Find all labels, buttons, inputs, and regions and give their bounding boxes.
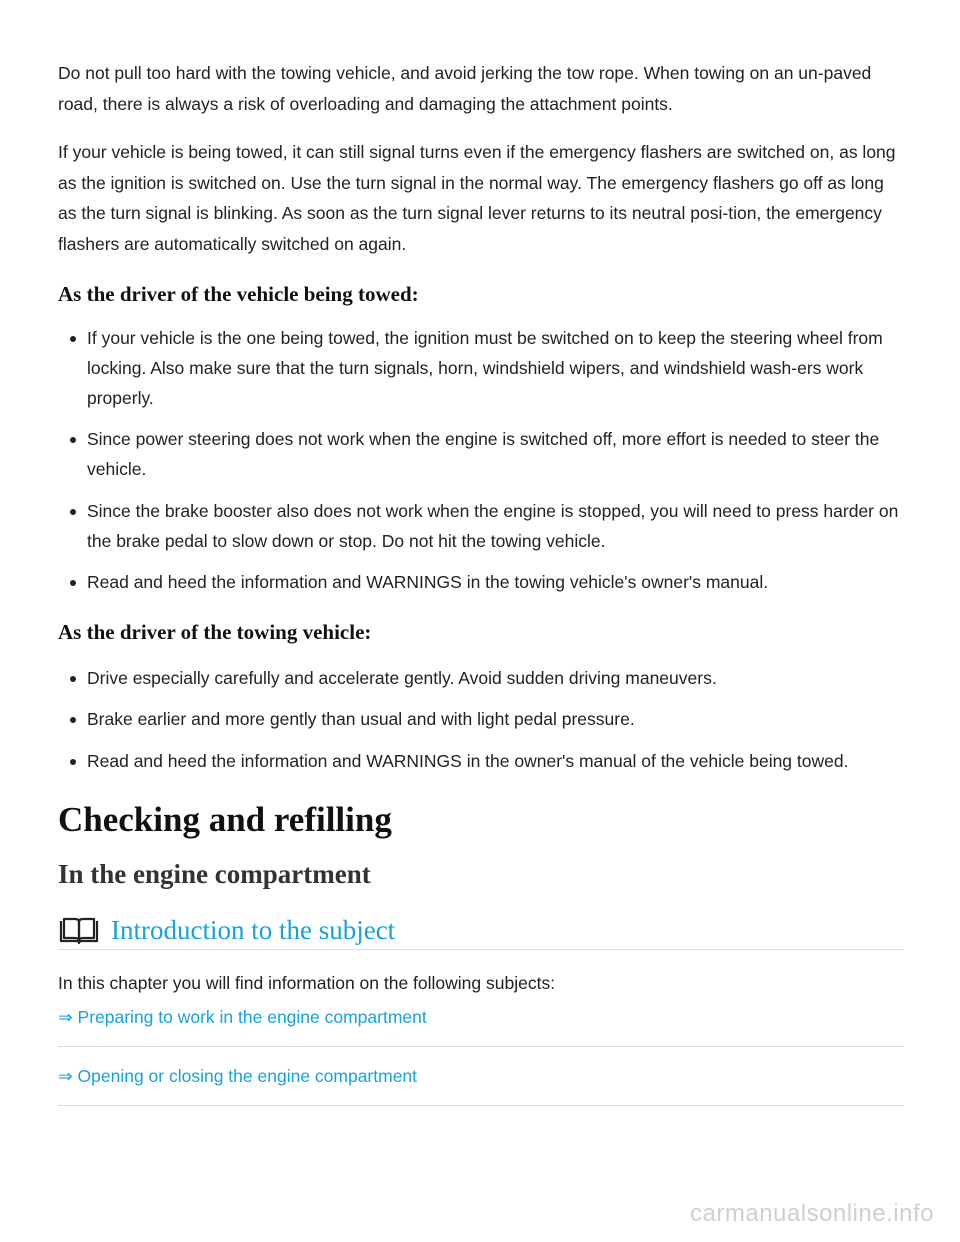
link-preparing-engine-compartment[interactable]: ⇒ Preparing to work in the engine compartment	[58, 1005, 904, 1047]
section-title: In the engine compartment	[58, 859, 371, 889]
list-item: Since power steering does not work when the engine is switched off, more effort is needed to steer the vehicle.	[58, 424, 904, 484]
watermark-logo: carmanualsonline.info	[690, 1200, 934, 1227]
paragraph-turn-signals: If your vehicle is being towed, it can still signal turns even if the emergency flashers are switched on, as long as the ignition is switched on. Use the turn signal in the normal way. The emergency flashers go off as long as the turn signal is blinking. As soon as the turn signal lever returns to its neutral posi-tion, the emergency flashers are automatically switched on again.	[58, 142, 896, 254]
list-item: Read and heed the information and WARNINGS in the owner's manual of the vehicle being towed.	[58, 746, 904, 776]
list-towing-vehicle	[58, 663, 904, 776]
subheading-vehicle-towed: As the driver of the vehicle being towed:	[58, 282, 419, 306]
book-icon	[58, 915, 100, 945]
link-opening-closing-engine-compartment[interactable]: ⇒ Opening or closing the engine compartment	[58, 1064, 904, 1106]
chapter-title: Checking and refilling	[58, 800, 392, 839]
list-item: Since the brake booster also does not work when the engine is stopped, you will need to press harder on the brake pedal to slow down or stop. Do not hit the towing vehicle.	[58, 496, 904, 556]
subheading-towing-vehicle: As the driver of the towing vehicle:	[58, 620, 372, 644]
document-page	[58, 58, 904, 1106]
list-item: If your vehicle is the one being towed, the ignition must be switched on to keep the steering wheel from locking. Also make sure that the turn signals, horn, windshield wipers, and windshield wash-ers work properly.	[58, 323, 904, 413]
list-item: Drive especially carefully and accelerate gently. Avoid sudden driving maneuvers.	[58, 663, 904, 693]
list-item: Brake earlier and more gently than usual and with light pedal pressure.	[58, 704, 904, 734]
list-vehicle-towed	[58, 323, 904, 597]
intro-lead: In this chapter you will find information on the following subjects:	[58, 973, 556, 993]
paragraph-tow-rope: Do not pull too hard with the towing vehicle, and avoid jerking the tow rope. When towing on an un-paved road, there is always a risk of overloading and damaging the attachment points.	[58, 63, 872, 114]
list-item: Read and heed the information and WARNINGS in the towing vehicle's owner's manual.	[58, 567, 904, 597]
intro-title: Introduction to the subject	[111, 915, 396, 945]
intro-heading-row	[58, 913, 904, 950]
